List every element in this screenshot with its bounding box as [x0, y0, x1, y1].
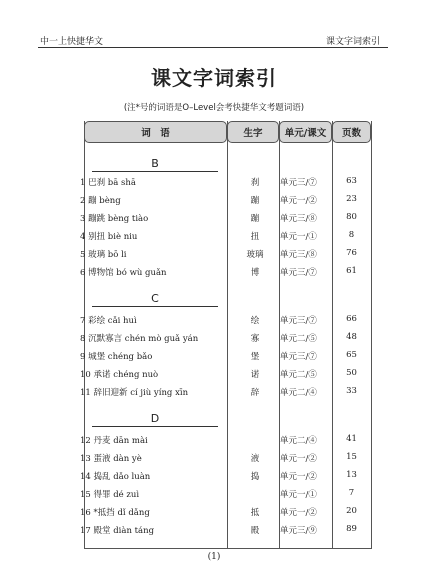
row-page: 48 [346, 332, 357, 342]
row-word: 3 蹦跳 bèng tiào [80, 214, 149, 224]
row-char: 殿 [250, 526, 260, 536]
row-page: 65 [346, 350, 357, 360]
row-char: 玻璃 [246, 250, 264, 260]
row-word: 9 城堡 chéng bǎo [80, 352, 153, 362]
row-word: 6 博物馆 bó wù guǎn [80, 268, 167, 278]
row-page: 23 [346, 194, 357, 204]
row-word: 11 辞旧迎新 cí jiù yíng xīn [80, 388, 189, 398]
table-row [80, 209, 371, 225]
row-page: 63 [346, 176, 357, 186]
row-page: 15 [346, 452, 357, 462]
table-row [80, 467, 371, 483]
column-header-word: 词 语 [84, 121, 227, 143]
row-unit: 单元一/① [280, 232, 317, 242]
row-char: 刹 [250, 178, 260, 188]
header-section-title: 课文字词索引 [325, 37, 380, 47]
row-unit: 单元一/② [280, 196, 317, 206]
row-char: 寡 [250, 334, 260, 344]
row-page: 20 [346, 506, 357, 516]
row-char: 辞 [250, 388, 260, 398]
row-page: 80 [346, 212, 357, 222]
section-heading-b: B [92, 157, 218, 170]
row-page: 13 [346, 470, 357, 480]
table-row [80, 263, 371, 279]
table-row [80, 227, 371, 243]
table-row [80, 311, 371, 327]
table-row [80, 347, 371, 363]
table-row [80, 173, 371, 189]
row-unit: 单元二/④ [280, 388, 317, 398]
table-row [80, 449, 371, 465]
row-word: 10 承诺 chéng nuò [80, 370, 159, 380]
row-unit: 单元一/② [280, 472, 317, 482]
row-word: 1 巴刹 bā shā [80, 178, 136, 188]
row-char: 液 [250, 454, 260, 464]
row-char: 扭 [250, 232, 260, 242]
row-word: 12 丹麦 dān mài [80, 436, 148, 446]
row-word: 15 得罪 dé zuì [80, 490, 140, 500]
table-row [80, 329, 371, 345]
row-word: 8 沉默寡言 chén mò guǎ yán [80, 334, 199, 344]
table-row [80, 503, 371, 519]
row-page: 61 [346, 266, 357, 276]
row-page: 7 [348, 488, 355, 498]
row-unit: 单元三/⑨ [280, 526, 317, 536]
table-border-right [371, 121, 372, 549]
row-word: 4 别扭 biè niu [80, 232, 138, 242]
row-unit: 单元三/⑦ [280, 178, 317, 188]
page-title: 课文字词索引 [151, 66, 277, 90]
row-unit: 单元三/⑦ [280, 316, 317, 326]
table-row [80, 521, 371, 537]
row-unit: 单元三/⑧ [280, 250, 317, 260]
row-page: 76 [346, 248, 357, 258]
table-row [80, 245, 371, 261]
row-char: 抵 [250, 508, 260, 518]
row-unit: 单元二/④ [280, 436, 317, 446]
row-word: 16 *抵挡 dǐ dǎng [80, 508, 150, 518]
row-page: 89 [346, 524, 357, 534]
row-page: 41 [346, 434, 357, 444]
index-table [80, 121, 371, 549]
row-page: 33 [346, 386, 357, 396]
row-char: 堡 [250, 352, 260, 362]
row-unit: 单元三/⑧ [280, 214, 317, 224]
table-row [80, 383, 371, 399]
column-header-unit: 单元/课文 [279, 121, 332, 143]
row-word: 13 蛋液 dàn yè [80, 454, 142, 464]
header-rule [38, 47, 388, 48]
table-row [80, 431, 371, 447]
table-row [80, 485, 371, 501]
row-char: 诺 [250, 370, 260, 380]
row-page: 8 [348, 230, 355, 240]
row-unit: 单元三/⑦ [280, 268, 317, 278]
section-heading-d: D [92, 412, 218, 425]
row-unit: 单元一/② [280, 454, 317, 464]
table-row [80, 191, 371, 207]
table-border-bottom [84, 548, 371, 549]
row-unit: 单元一/① [280, 490, 317, 500]
row-unit: 单元一/② [280, 508, 317, 518]
table-row [80, 365, 371, 381]
header-book-title: 中一上快捷华文 [40, 37, 104, 47]
row-unit: 单元二/⑤ [280, 370, 317, 380]
row-char: 捣 [250, 472, 260, 482]
page-note: (注*号的词语是O–Level会考快捷华文考题词语) [123, 103, 305, 113]
row-char: 绘 [250, 316, 260, 326]
row-page: 66 [346, 314, 357, 324]
row-word: 7 彩绘 cǎi huì [80, 316, 137, 326]
page-header [0, 0, 428, 48]
row-word: 14 捣乱 dǎo luàn [80, 472, 151, 482]
column-header-page: 页数 [332, 121, 371, 143]
row-word: 2 蹦 bèng [80, 196, 121, 206]
section-heading-c: C [92, 292, 218, 305]
column-header-char: 生字 [227, 121, 279, 143]
row-word: 17 殿堂 diàn táng [80, 526, 155, 536]
row-char: 博 [250, 268, 260, 278]
row-unit: 单元二/⑤ [280, 334, 317, 344]
row-char: 蹦 [250, 214, 260, 224]
page-number: (1) [207, 552, 221, 562]
row-unit: 单元三/⑦ [280, 352, 317, 362]
row-char: 蹦 [250, 196, 260, 206]
row-page: 50 [346, 368, 357, 378]
row-word: 5 玻璃 bō li [80, 250, 127, 260]
